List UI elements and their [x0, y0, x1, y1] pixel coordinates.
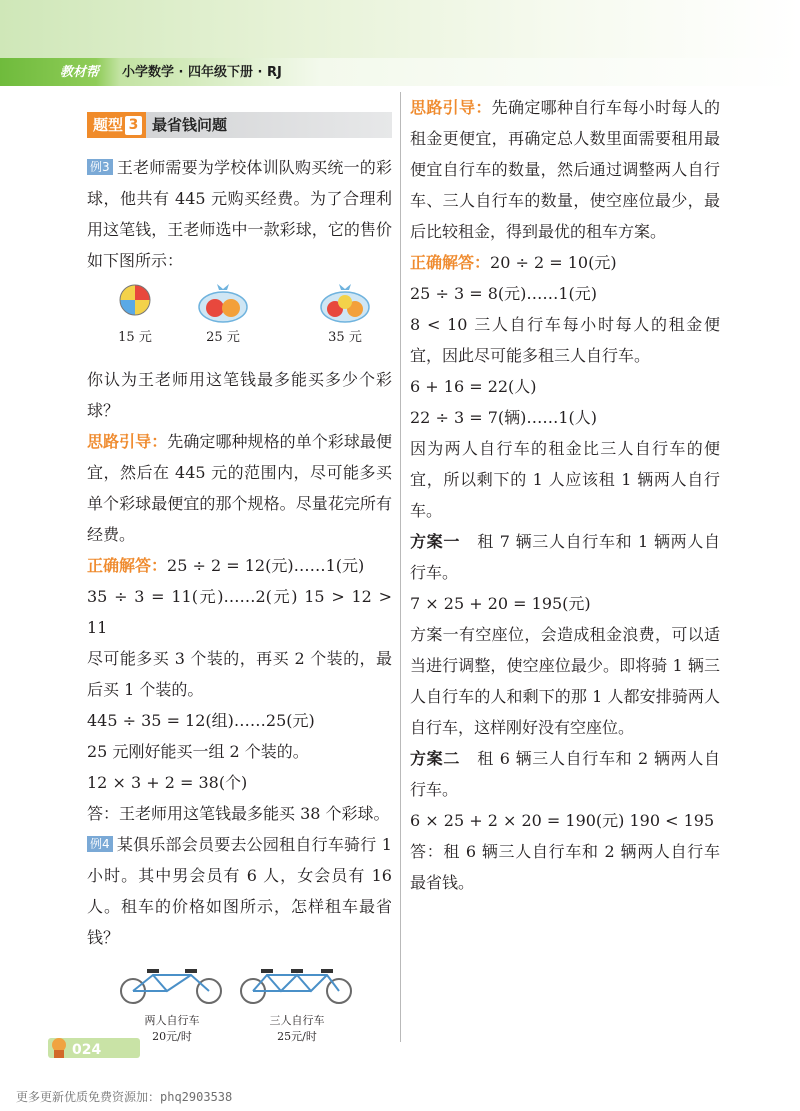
answer-line: 25 ÷ 3 = 8(元)……1(元)	[410, 284, 598, 303]
answer-line: 22 ÷ 3 = 7(辆)……1(人)	[410, 408, 598, 427]
answer-line: 因为两人自行车的租金比三人自行车的便宜，所以剩下的 1 人应该租 1 辆两人自行车。	[410, 439, 720, 520]
answer-line: 6 + 16 = 22(人)	[410, 377, 537, 396]
section-title: 最省钱问题	[152, 115, 228, 134]
answer-line: 35 ÷ 3 = 11(元)……2(元) 15 > 12 > 11	[87, 587, 392, 637]
brand-name: 教材帮	[60, 65, 100, 80]
plan-line: 7 × 25 + 20 = 195(元)	[410, 594, 591, 613]
plan-line: 答：租 6 辆三人自行车和 2 辆两人自行车最省钱。	[410, 842, 720, 892]
hint-label: 思路引导	[87, 432, 152, 451]
example3-answer: 正确解答：25 ÷ 2 = 12(元)……1(元)	[87, 556, 365, 575]
ball-price-figure	[87, 276, 392, 364]
single-ball-icon	[117, 280, 153, 330]
answer-line: 25 元刚好能买一组 2 个装的。	[87, 742, 309, 761]
price-label: 35 元	[328, 330, 362, 345]
example-tag: 例3	[87, 159, 113, 175]
plan-label: 方案一	[410, 532, 461, 551]
example3-question: 你认为王老师用这笔钱最多能买多少个彩球？	[87, 370, 392, 420]
page-number: 024	[72, 1042, 102, 1058]
answer-label: 正确解答	[410, 253, 475, 272]
column-divider	[400, 92, 401, 1042]
plan-line: 6 × 25 + 2 × 20 = 190(元) 190 < 195	[410, 811, 715, 830]
bike-price: 20元/时	[152, 1030, 192, 1043]
three-ball-bag-icon	[319, 280, 371, 334]
page-number-badge	[48, 1036, 140, 1060]
bike-name: 两人自行车	[144, 1014, 200, 1027]
hint-label: 思路引导	[410, 98, 476, 117]
example4-answer: 正确解答：20 ÷ 2 = 10(元)	[410, 253, 617, 272]
answer-label: 正确解答	[87, 556, 152, 575]
example4-problem: 例4 某俱乐部会员要去公园租自行车骑行 1 小时。其中男会员有 6 人，女会员有 16 人。租车的价格如图所示，怎样租车最省钱？	[87, 835, 392, 947]
price-label: 25 元	[206, 330, 240, 345]
plan-two: 方案二 租 6 辆三人自行车和 2 辆两人自行车。	[410, 749, 720, 799]
price-label: 15 元	[118, 330, 152, 345]
section-number: 3	[125, 116, 142, 135]
answer-line: 答：王老师用这笔钱最多能买 38 个彩球。	[87, 804, 390, 823]
answer-line: 12 × 3 + 2 = 38(个)	[87, 773, 248, 792]
answer-line: 8 < 10 三人自行车每小时每人的租金便宜，因此尽可能多租三人自行车。	[410, 315, 720, 365]
plan-one: 方案一 租 7 辆三人自行车和 1 辆两人自行车。	[410, 532, 720, 582]
plan-line: 方案一有空座位，会造成租金浪费，可以适当进行调整，使空座位最少。即将骑 1 辆三人自行车的人和剩下的那 1 人都安排骑两人自行车，这样刚好没有空座位。	[410, 625, 720, 737]
example4-hint: 思路引导：先确定哪种自行车每小时每人的租金更便宜，再确定总人数里面需要租用最便宜自行车的数量，然后通过调整两人自行车、三人自行车的数量，使空座位最少，最后比较租金，得到最优的租车方案。	[410, 98, 720, 241]
example3-problem: 例3 王老师需要为学校体训队购买统一的彩球，他共有 445 元购买经费。为了合理利用这笔钱，王老师选中一款彩球，它的售价如下图所示：	[87, 158, 392, 270]
section-label: 题型 3	[87, 112, 146, 138]
example-tag: 例4	[87, 836, 113, 852]
section-header	[87, 112, 392, 138]
answer-line: 尽可能多买 3 个装的，再买 2 个装的，最后买 1 个装的。	[87, 649, 392, 699]
brand-bar	[0, 58, 800, 86]
bike-price: 25元/时	[277, 1030, 317, 1043]
two-seat-bike-icon	[117, 965, 227, 1005]
answer-line: 445 ÷ 35 = 12(组)……25(元)	[87, 711, 315, 730]
book-title: 小学数学 · 四年级下册 · RJ	[122, 65, 282, 80]
three-seat-bike-icon	[237, 965, 357, 1005]
example3-hint: 思路引导：先确定哪种规格的单个彩球最便宜，然后在 445 元的范围内，尽可能多买单个彩球最便宜的那个规格。尽量花完所有经费。	[87, 432, 392, 544]
bike-name: 三人自行车	[269, 1014, 325, 1027]
plan-label: 方案二	[410, 749, 461, 768]
header-band	[0, 0, 800, 58]
footer-note: 更多更新优质免费资源加：phq2903538	[16, 1090, 233, 1104]
two-ball-bag-icon	[197, 280, 249, 334]
right-column	[410, 92, 720, 898]
left-column	[87, 92, 392, 1051]
